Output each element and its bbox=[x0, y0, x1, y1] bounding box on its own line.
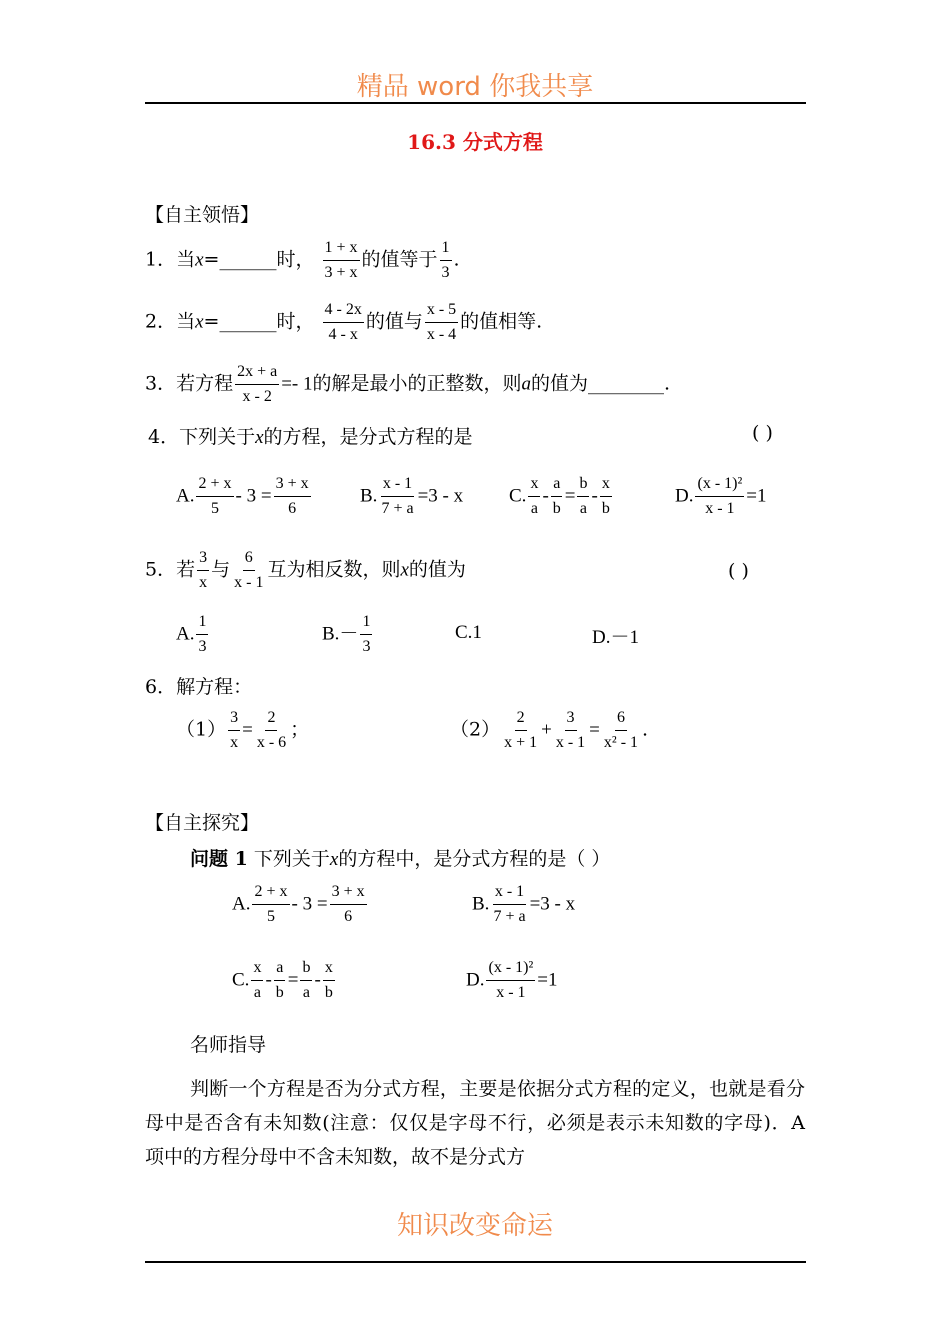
fraction: $\frac{3 + x}{6}$ bbox=[331, 883, 365, 925]
fraction: $\frac{2 + x}{5}$ bbox=[254, 883, 288, 925]
fraction: $\frac{2}{x + 1}$ bbox=[504, 709, 538, 751]
fraction: $\frac{1 + x}{3 + x}$ bbox=[324, 239, 358, 281]
fraction: $\frac{3}{x - 1}$ bbox=[555, 709, 586, 751]
page-title: 16.3 分式方程 bbox=[407, 130, 543, 154]
option-d: D.－1 bbox=[592, 627, 639, 648]
fraction: $\frac{\text{(x - 1)²}}{x - 1}$ bbox=[488, 959, 534, 1001]
equation-2: （2） $\frac{2}{x + 1}$ + $\frac{3}{x - 1}$ = $\frac{6}{\text{x² - 1}}$ . bbox=[450, 709, 649, 751]
fraction: $\frac{6}{\text{x² - 1}}$ bbox=[603, 709, 639, 751]
option-a: A. $\frac{1}{3}$ bbox=[176, 613, 207, 655]
question-5: 5．若 $\frac{3}{x}$ 与 $\frac{6}{x - 1}$ 互为相反数，则x的值为 bbox=[145, 549, 466, 591]
answer-paren: ( ) bbox=[752, 422, 773, 444]
header-rule bbox=[145, 102, 806, 104]
problem-1: 问题 1 下列关于x的方程中，是分式方程的是（ ） bbox=[190, 848, 611, 870]
fraction: $\frac{2x + a}{x - 2}$ bbox=[237, 363, 278, 405]
fraction: $\frac{b}{a}$ bbox=[302, 959, 311, 1001]
answer-paren: ( ) bbox=[728, 560, 749, 582]
fraction: $\frac{3 + x}{6}$ bbox=[275, 475, 309, 517]
fraction: $\frac{1}{3}$ bbox=[441, 239, 450, 281]
option-a: A. $\frac{2 + x}{5}$ - 3 = $\frac{3 + x}{6}$ bbox=[176, 475, 309, 517]
option-a: A. $\frac{2 + x}{5}$ - 3 = $\frac{3 + x}{6}$ bbox=[232, 883, 365, 925]
guide-title: 名师指导 bbox=[190, 1034, 267, 1056]
fraction: $\frac{x}{b}$ bbox=[601, 475, 610, 517]
question-1: 1．当x=______时， $\frac{1 + x}{3 + x}$ 的值等于 $\frac{1}{3}$ . bbox=[145, 239, 460, 281]
option-c: C. $\frac{x}{a}$ - $\frac{a}{b}$ = $\frac{b}{a}$ - $\frac{x}{b}$ bbox=[509, 475, 610, 517]
fraction: $\frac{\text{(x - 1)²}}{x - 1}$ bbox=[697, 475, 743, 517]
option-d: D. $\frac{\text{(x - 1)²}}{x - 1}$ =1 bbox=[675, 475, 767, 517]
fraction: $\frac{x - 1}{7 + a}$ bbox=[381, 475, 414, 517]
fraction: $\frac{3}{x}$ bbox=[230, 709, 239, 751]
fraction: $\frac{2}{x - 6}$ bbox=[256, 709, 287, 751]
fraction: $\frac{x}{a}$ bbox=[253, 959, 262, 1001]
option-c: C. $\frac{x}{a}$ - $\frac{a}{b}$ = $\frac{b}{a}$ - $\frac{x}{b}$ bbox=[232, 959, 333, 1001]
equation-1: （1） $\frac{3}{x}$ = $\frac{2}{x - 6}$ ； bbox=[176, 709, 310, 751]
fraction: $\frac{2 + x}{5}$ bbox=[198, 475, 232, 517]
option-c: C.1 bbox=[455, 622, 482, 643]
fraction: $\frac{x - 5}{x - 4}$ bbox=[426, 301, 457, 343]
question-4: 4．下列关于x的方程，是分式方程的是 bbox=[148, 426, 473, 448]
page-footer: 知识改变命运 bbox=[396, 1211, 553, 1241]
fraction: $\frac{1}{3}$ bbox=[198, 613, 207, 655]
fraction: $\frac{4 - 2x}{4 - x}$ bbox=[324, 301, 362, 343]
fraction: $\frac{6}{x - 1}$ bbox=[234, 549, 264, 591]
fraction: $\frac{3}{x}$ bbox=[199, 549, 208, 591]
question-3: 3．若方程 $\frac{2x + a}{x - 2}$ =- 1的解是最小的正整数，则a的值为________. bbox=[145, 363, 671, 405]
footer-rule bbox=[145, 1261, 806, 1263]
fraction: $\frac{x}{b}$ bbox=[324, 959, 333, 1001]
fraction: $\frac{a}{b}$ bbox=[275, 959, 284, 1001]
section-heading: 【自主探究】 bbox=[145, 812, 260, 834]
page-header: 精品 word 你我共享 bbox=[356, 72, 594, 102]
option-b: B. $\frac{x - 1}{7 + a}$ =3 - x bbox=[360, 475, 464, 517]
question-6: 6．解方程： bbox=[145, 676, 253, 698]
fraction: $\frac{1}{3}$ bbox=[362, 613, 371, 655]
guide-paragraph: 判断一个方程是否为分式方程，主要是依据分式方程的定义，也就是看分母中是否含有未知数(注意：仅仅是字母不行，必须是表示未知数的字母)．A 项中的方程分母中不含未知数，故不是分式方 bbox=[145, 1078, 805, 1168]
fraction: $\frac{a}{b}$ bbox=[552, 475, 561, 517]
fraction: $\frac{x}{a}$ bbox=[530, 475, 539, 517]
fraction: $\frac{x - 1}{7 + a}$ bbox=[493, 883, 526, 925]
question-2: 2．当x=______时， $\frac{4 - 2x}{4 - x}$ 的值与 $\frac{x - 5}{x - 4}$ 的值相等. bbox=[145, 301, 543, 343]
option-d: D. $\frac{\text{(x - 1)²}}{x - 1}$ =1 bbox=[466, 959, 558, 1001]
fraction: $\frac{b}{a}$ bbox=[579, 475, 588, 517]
option-b: B. $\frac{x - 1}{7 + a}$ =3 - x bbox=[472, 883, 576, 925]
option-b: B.－ $\frac{1}{3}$ bbox=[322, 613, 371, 655]
section-heading: 【自主领悟】 bbox=[145, 204, 260, 226]
